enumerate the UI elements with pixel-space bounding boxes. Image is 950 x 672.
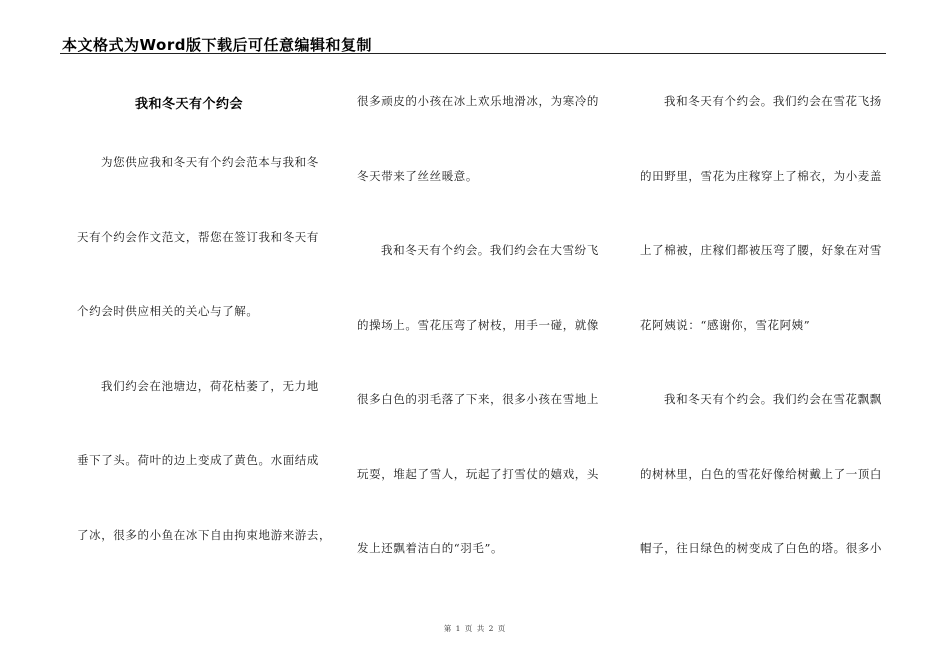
paragraph-line: 天有个约会作文范文，帮您在签订我和冬天有 <box>77 230 319 244</box>
paragraph-line: 垂下了头。荷叶的边上变成了黄色。水面结成 <box>77 453 319 467</box>
paragraph-line: 玩耍，堆起了雪人，玩起了打雪仗的嬉戏，头 <box>357 467 599 481</box>
paragraph-line: 个约会时供应相关的关心与了解。 <box>77 304 259 318</box>
document-title: 我和冬天有个约会 <box>135 97 244 112</box>
paragraph-line: 我和冬天有个约会。我们约会在大雪纷飞 <box>381 243 599 257</box>
paragraph-line: 冬天带来了丝丝暖意。 <box>357 169 478 183</box>
paragraph-line: 的树林里，白色的雪花好像给树戴上了一顶白 <box>640 467 882 481</box>
paragraph-line: 我们约会在池塘边，荷花枯萎了，无力地 <box>101 379 319 393</box>
paragraph-line: 很多白色的羽毛落了下来，很多小孩在雪地上 <box>357 392 599 406</box>
page-number-footer: 第 1 页 共 2 页 <box>443 624 507 633</box>
paragraph-line: 上了棉被，庄稼们都被压弯了腰，好象在对雪 <box>640 243 882 257</box>
paragraph-line: 很多顽皮的小孩在冰上欢乐地滑冰，为寒冷的 <box>357 94 599 108</box>
paragraph-line: 我和冬天有个约会。我们约会在雪花飘飘 <box>664 392 882 406</box>
paragraph-line: 的田野里，雪花为庄稼穿上了棉衣，为小麦盖 <box>640 169 882 183</box>
paragraph-line: 的操场上。雪花压弯了树枝，用手一碰，就像 <box>357 318 599 332</box>
paragraph-line: 为您供应我和冬天有个约会范本与我和冬 <box>101 155 319 169</box>
paragraph-line: 了冰，很多的小鱼在冰下自由拘束地游来游去， <box>77 528 332 542</box>
paragraph-line: 帽子，往日绿色的树变成了白色的塔。很多小 <box>640 541 882 555</box>
header-divider <box>60 53 886 54</box>
paragraph-line: 我和冬天有个约会。我们约会在雪花飞扬 <box>664 94 882 108</box>
page-header-title: 本文格式为Word版下载后可任意编辑和复制 <box>62 36 372 54</box>
paragraph-line: 发上还飘着洁白的“羽毛”。 <box>357 541 504 555</box>
paragraph-line: 花阿姨说：“感谢你，雪花阿姨” <box>640 318 811 332</box>
